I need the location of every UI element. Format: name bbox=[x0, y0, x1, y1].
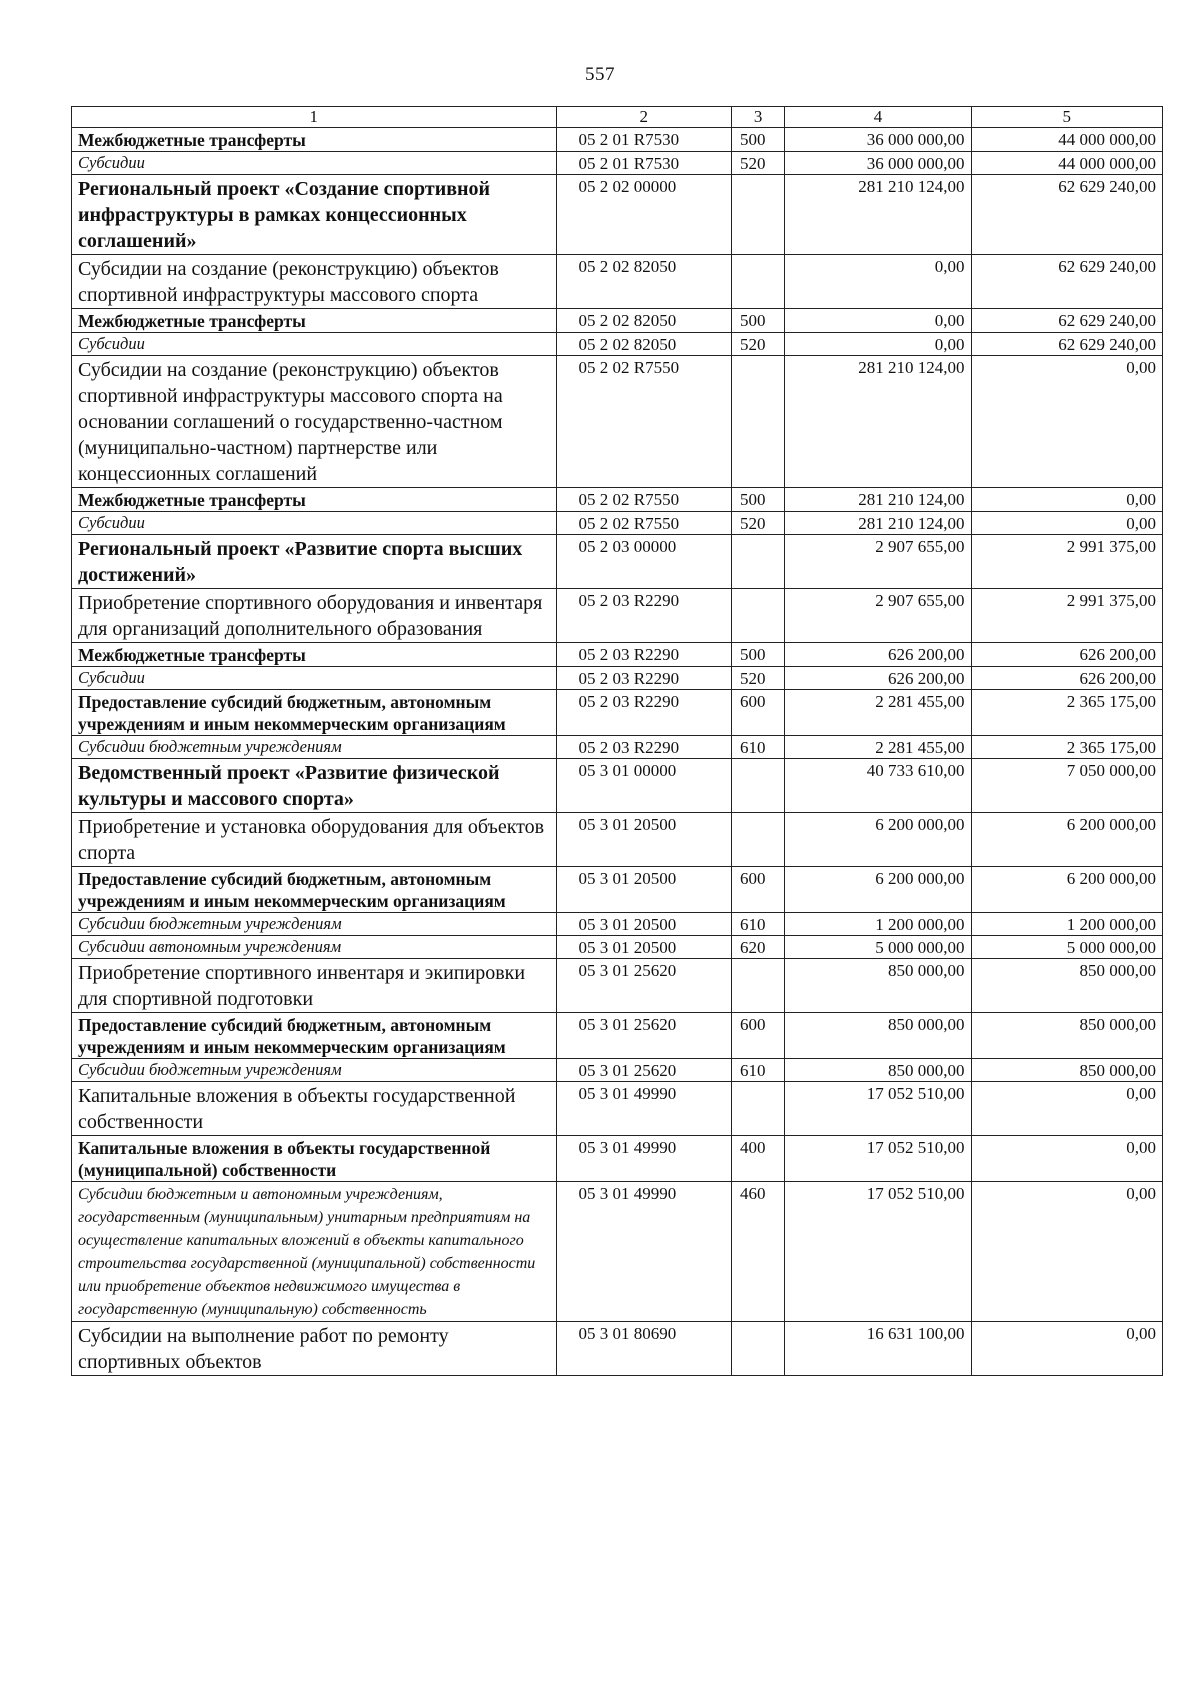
row-amount-col5-cell: 0,00 bbox=[971, 488, 1162, 512]
row-amount-col5-cell: 850 000,00 bbox=[971, 959, 1162, 1013]
row-amount-col5-cell: 626 200,00 bbox=[971, 643, 1162, 667]
table-header-row bbox=[72, 107, 1163, 128]
row-name-cell: Субсидии bbox=[72, 152, 557, 175]
column-header-4: 4 bbox=[785, 107, 971, 128]
column-header-2: 2 bbox=[556, 107, 731, 128]
row-amount-col4-cell: 850 000,00 bbox=[785, 1059, 971, 1082]
row-amount-col5-cell: 2 365 175,00 bbox=[971, 736, 1162, 759]
row-amount-col5-cell: 6 200 000,00 bbox=[971, 813, 1162, 867]
table-row bbox=[72, 356, 1163, 488]
row-type-cell: 610 bbox=[731, 1059, 784, 1082]
table-row bbox=[72, 255, 1163, 309]
row-name-cell: Субсидии на создание (реконструкцию) объектов спортивной инфраструктуры массового спорта на основании соглашений о государственно-частном (муниципально-частном) партнерстве или концессионных соглашений bbox=[72, 356, 557, 488]
row-code-cell: 05 3 01 20500 bbox=[556, 813, 731, 867]
row-amount-col5-cell: 0,00 bbox=[971, 1136, 1162, 1182]
row-amount-col4-cell: 281 210 124,00 bbox=[785, 175, 971, 255]
row-amount-col4-cell: 2 907 655,00 bbox=[785, 589, 971, 643]
row-code-cell: 05 3 01 49990 bbox=[556, 1182, 731, 1322]
row-amount-col5-cell: 5 000 000,00 bbox=[971, 936, 1162, 959]
row-amount-col4-cell: 1 200 000,00 bbox=[785, 913, 971, 936]
row-name-cell: Субсидии на выполнение работ по ремонту спортивных объектов bbox=[72, 1322, 557, 1376]
row-amount-col4-cell: 5 000 000,00 bbox=[785, 936, 971, 959]
row-name-cell: Субсидии bbox=[72, 333, 557, 356]
row-code-cell: 05 3 01 49990 bbox=[556, 1136, 731, 1182]
row-type-cell: 400 bbox=[731, 1136, 784, 1182]
row-code-cell: 05 2 02 82050 bbox=[556, 255, 731, 309]
table-row bbox=[72, 667, 1163, 690]
row-type-cell bbox=[731, 1082, 784, 1136]
row-code-cell: 05 2 02 82050 bbox=[556, 309, 731, 333]
row-name-cell: Приобретение спортивного оборудования и инвентаря для организаций дополнительного образования bbox=[72, 589, 557, 643]
row-amount-col5-cell: 1 200 000,00 bbox=[971, 913, 1162, 936]
row-type-cell bbox=[731, 175, 784, 255]
column-header-3: 3 bbox=[731, 107, 784, 128]
row-amount-col4-cell: 36 000 000,00 bbox=[785, 152, 971, 175]
row-amount-col5-cell: 850 000,00 bbox=[971, 1059, 1162, 1082]
row-name-cell: Капитальные вложения в объекты государственной (муниципальной) собственности bbox=[72, 1136, 557, 1182]
row-code-cell: 05 3 01 25620 bbox=[556, 1059, 731, 1082]
row-name-cell: Субсидии бюджетным учреждениям bbox=[72, 913, 557, 936]
row-code-cell: 05 2 02 R7550 bbox=[556, 356, 731, 488]
row-type-cell: 610 bbox=[731, 736, 784, 759]
row-amount-col4-cell: 17 052 510,00 bbox=[785, 1082, 971, 1136]
row-name-cell: Субсидии на создание (реконструкцию) объектов спортивной инфраструктуры массового спорта bbox=[72, 255, 557, 309]
row-code-cell: 05 3 01 25620 bbox=[556, 959, 731, 1013]
table-row bbox=[72, 175, 1163, 255]
row-code-cell: 05 2 02 00000 bbox=[556, 175, 731, 255]
row-amount-col5-cell: 626 200,00 bbox=[971, 667, 1162, 690]
row-amount-col4-cell: 36 000 000,00 bbox=[785, 128, 971, 152]
row-code-cell: 05 3 01 20500 bbox=[556, 913, 731, 936]
column-header-5: 5 bbox=[971, 107, 1162, 128]
row-name-cell: Региональный проект «Развитие спорта высших достижений» bbox=[72, 535, 557, 589]
table-row bbox=[72, 1059, 1163, 1082]
row-amount-col4-cell: 40 733 610,00 bbox=[785, 759, 971, 813]
row-amount-col5-cell: 2 365 175,00 bbox=[971, 690, 1162, 736]
row-amount-col5-cell: 0,00 bbox=[971, 1182, 1162, 1322]
table-row bbox=[72, 759, 1163, 813]
row-amount-col4-cell: 2 907 655,00 bbox=[785, 535, 971, 589]
budget-table bbox=[71, 106, 1163, 1376]
row-type-cell: 500 bbox=[731, 128, 784, 152]
row-name-cell: Субсидии бюджетным учреждениям bbox=[72, 1059, 557, 1082]
row-type-cell bbox=[731, 356, 784, 488]
column-header-1: 1 bbox=[72, 107, 557, 128]
row-name-cell: Субсидии bbox=[72, 667, 557, 690]
row-type-cell: 460 bbox=[731, 1182, 784, 1322]
table-row bbox=[72, 128, 1163, 152]
row-type-cell: 600 bbox=[731, 690, 784, 736]
row-code-cell: 05 2 02 82050 bbox=[556, 333, 731, 356]
row-amount-col4-cell: 2 281 455,00 bbox=[785, 690, 971, 736]
row-amount-col5-cell: 7 050 000,00 bbox=[971, 759, 1162, 813]
row-amount-col5-cell: 2 991 375,00 bbox=[971, 589, 1162, 643]
row-type-cell bbox=[731, 759, 784, 813]
table-row bbox=[72, 1082, 1163, 1136]
row-type-cell bbox=[731, 535, 784, 589]
row-amount-col4-cell: 626 200,00 bbox=[785, 667, 971, 690]
row-amount-col4-cell: 0,00 bbox=[785, 309, 971, 333]
row-amount-col5-cell: 850 000,00 bbox=[971, 1013, 1162, 1059]
row-amount-col4-cell: 626 200,00 bbox=[785, 643, 971, 667]
table-row bbox=[72, 1136, 1163, 1182]
table-row bbox=[72, 589, 1163, 643]
table-row bbox=[72, 813, 1163, 867]
row-amount-col4-cell: 281 210 124,00 bbox=[785, 512, 971, 535]
table-row bbox=[72, 1182, 1163, 1322]
table-row bbox=[72, 488, 1163, 512]
row-code-cell: 05 2 03 R2290 bbox=[556, 736, 731, 759]
row-amount-col5-cell: 44 000 000,00 bbox=[971, 152, 1162, 175]
row-type-cell: 520 bbox=[731, 667, 784, 690]
row-amount-col4-cell: 281 210 124,00 bbox=[785, 488, 971, 512]
row-code-cell: 05 2 02 R7550 bbox=[556, 488, 731, 512]
row-amount-col4-cell: 2 281 455,00 bbox=[785, 736, 971, 759]
table-row bbox=[72, 512, 1163, 535]
row-amount-col5-cell: 2 991 375,00 bbox=[971, 535, 1162, 589]
row-code-cell: 05 3 01 00000 bbox=[556, 759, 731, 813]
row-type-cell: 520 bbox=[731, 512, 784, 535]
row-name-cell: Приобретение и установка оборудования для объектов спорта bbox=[72, 813, 557, 867]
row-amount-col5-cell: 0,00 bbox=[971, 1082, 1162, 1136]
table-row bbox=[72, 867, 1163, 913]
row-amount-col4-cell: 16 631 100,00 bbox=[785, 1322, 971, 1376]
table-row bbox=[72, 643, 1163, 667]
table-row bbox=[72, 1013, 1163, 1059]
row-amount-col4-cell: 0,00 bbox=[785, 255, 971, 309]
row-name-cell: Межбюджетные трансферты bbox=[72, 309, 557, 333]
row-name-cell: Субсидии бюджетным и автономным учреждениям, государственным (муниципальным) унитарным предприятиям на осуществление капитальных вложений в объекты капитального строительства государственной (муниципальной) собственности или приобретение объектов недвижимого имущества в государственную (муниципальную) собственность bbox=[72, 1182, 557, 1322]
row-code-cell: 05 3 01 20500 bbox=[556, 936, 731, 959]
row-name-cell: Субсидии автономным учреждениям bbox=[72, 936, 557, 959]
row-amount-col5-cell: 0,00 bbox=[971, 512, 1162, 535]
row-name-cell: Предоставление субсидий бюджетным, автономным учреждениям и иным некоммерческим организациям bbox=[72, 867, 557, 913]
row-amount-col5-cell: 44 000 000,00 bbox=[971, 128, 1162, 152]
row-name-cell: Ведомственный проект «Развитие физической культуры и массового спорта» bbox=[72, 759, 557, 813]
row-amount-col5-cell: 62 629 240,00 bbox=[971, 309, 1162, 333]
row-name-cell: Субсидии бюджетным учреждениям bbox=[72, 736, 557, 759]
row-code-cell: 05 2 03 00000 bbox=[556, 535, 731, 589]
table-row bbox=[72, 1322, 1163, 1376]
row-amount-col4-cell: 17 052 510,00 bbox=[785, 1136, 971, 1182]
page-number: 557 bbox=[585, 64, 615, 85]
row-type-cell: 500 bbox=[731, 309, 784, 333]
row-amount-col5-cell: 62 629 240,00 bbox=[971, 333, 1162, 356]
row-type-cell: 600 bbox=[731, 867, 784, 913]
row-amount-col4-cell: 850 000,00 bbox=[785, 959, 971, 1013]
row-name-cell: Предоставление субсидий бюджетным, автономным учреждениям и иным некоммерческим организациям bbox=[72, 690, 557, 736]
row-name-cell: Капитальные вложения в объекты государственной собственности bbox=[72, 1082, 557, 1136]
row-code-cell: 05 3 01 20500 bbox=[556, 867, 731, 913]
row-type-cell: 620 bbox=[731, 936, 784, 959]
row-name-cell: Межбюджетные трансферты bbox=[72, 488, 557, 512]
table-row bbox=[72, 690, 1163, 736]
row-code-cell: 05 3 01 25620 bbox=[556, 1013, 731, 1059]
row-amount-col5-cell: 6 200 000,00 bbox=[971, 867, 1162, 913]
row-amount-col4-cell: 17 052 510,00 bbox=[785, 1182, 971, 1322]
table-row bbox=[72, 959, 1163, 1013]
row-amount-col4-cell: 6 200 000,00 bbox=[785, 813, 971, 867]
row-amount-col5-cell: 62 629 240,00 bbox=[971, 175, 1162, 255]
row-type-cell: 500 bbox=[731, 488, 784, 512]
row-type-cell: 520 bbox=[731, 152, 784, 175]
row-type-cell: 600 bbox=[731, 1013, 784, 1059]
row-amount-col5-cell: 0,00 bbox=[971, 1322, 1162, 1376]
row-amount-col4-cell: 850 000,00 bbox=[785, 1013, 971, 1059]
row-code-cell: 05 2 03 R2290 bbox=[556, 643, 731, 667]
table-row bbox=[72, 535, 1163, 589]
row-code-cell: 05 2 03 R2290 bbox=[556, 667, 731, 690]
row-type-cell: 500 bbox=[731, 643, 784, 667]
row-type-cell bbox=[731, 959, 784, 1013]
row-type-cell bbox=[731, 1322, 784, 1376]
row-type-cell: 610 bbox=[731, 913, 784, 936]
row-type-cell: 520 bbox=[731, 333, 784, 356]
row-name-cell: Межбюджетные трансферты bbox=[72, 128, 557, 152]
row-amount-col5-cell: 0,00 bbox=[971, 356, 1162, 488]
budget-table-body bbox=[72, 107, 1163, 1376]
table-row bbox=[72, 936, 1163, 959]
table-row bbox=[72, 913, 1163, 936]
row-name-cell: Межбюджетные трансферты bbox=[72, 643, 557, 667]
row-code-cell: 05 2 03 R2290 bbox=[556, 690, 731, 736]
row-amount-col4-cell: 281 210 124,00 bbox=[785, 356, 971, 488]
row-code-cell: 05 2 02 R7550 bbox=[556, 512, 731, 535]
row-amount-col5-cell: 62 629 240,00 bbox=[971, 255, 1162, 309]
row-type-cell bbox=[731, 813, 784, 867]
row-code-cell: 05 2 01 R7530 bbox=[556, 128, 731, 152]
row-code-cell: 05 3 01 80690 bbox=[556, 1322, 731, 1376]
table-row bbox=[72, 333, 1163, 356]
row-name-cell: Субсидии bbox=[72, 512, 557, 535]
table-row bbox=[72, 309, 1163, 333]
row-name-cell: Предоставление субсидий бюджетным, автономным учреждениям и иным некоммерческим организациям bbox=[72, 1013, 557, 1059]
table-row bbox=[72, 736, 1163, 759]
row-type-cell bbox=[731, 255, 784, 309]
row-name-cell: Приобретение спортивного инвентаря и экипировки для спортивной подготовки bbox=[72, 959, 557, 1013]
row-amount-col4-cell: 0,00 bbox=[785, 333, 971, 356]
row-amount-col4-cell: 6 200 000,00 bbox=[785, 867, 971, 913]
table-row bbox=[72, 152, 1163, 175]
row-code-cell: 05 2 01 R7530 bbox=[556, 152, 731, 175]
row-type-cell bbox=[731, 589, 784, 643]
row-name-cell: Региональный проект «Создание спортивной инфраструктуры в рамках концессионных соглашений» bbox=[72, 175, 557, 255]
row-code-cell: 05 2 03 R2290 bbox=[556, 589, 731, 643]
row-code-cell: 05 3 01 49990 bbox=[556, 1082, 731, 1136]
